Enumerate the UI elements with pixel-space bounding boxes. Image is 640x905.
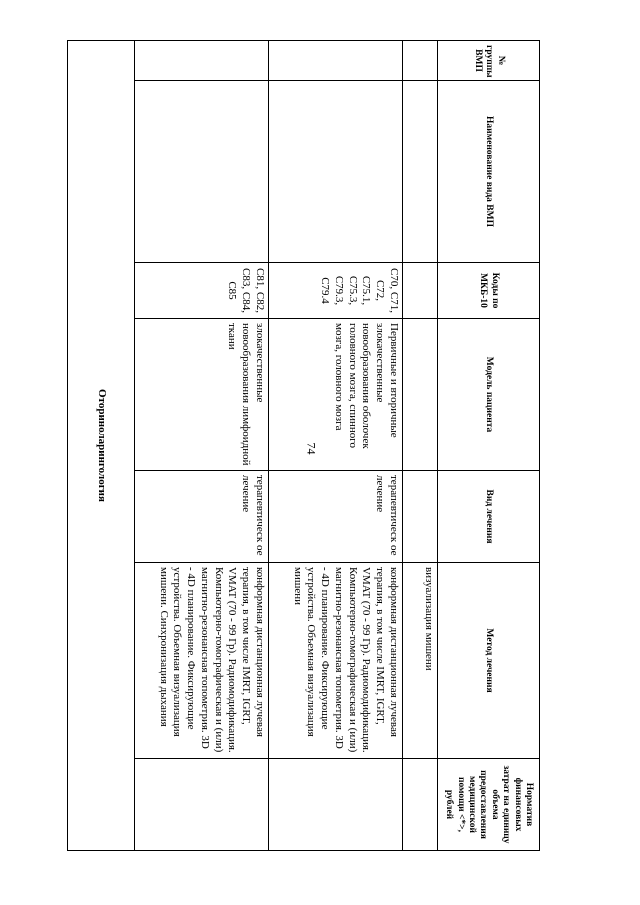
cell-type — [403, 471, 438, 563]
cell-model: Первичные и вторичные злокачественные новообразования оболочек головного мозга, спинного мозга, головного мозга — [269, 319, 403, 471]
header-codes: Коды по МКБ-10 — [438, 263, 540, 319]
rotated-table-container — [68, 40, 540, 850]
cell-group — [135, 41, 269, 81]
cell-method: конформная дистанционная лучевая терапия, в том числе IMRT, IGRT, VMAT (70 - 99 Гр). Радиомодификация. Компьютерно-томографическая и (или) магнитно-резонансная топометрия. 3D - 4D планирование. Фиксирующие устройства. Объемная визуализация мишени — [269, 563, 403, 759]
vmp-table — [67, 40, 540, 851]
header-norm: Норматив финансовых затрат на единицу объема предоставления медицинской помощи <*>, рублей — [438, 759, 540, 851]
table-row — [269, 41, 403, 851]
cell-name — [269, 81, 403, 263]
cell-codes: C70, C71, C72, C75.1, C75.3, C79.3, C79.4 — [269, 263, 403, 319]
header-treatment-type: Вид лечения — [438, 471, 540, 563]
cell-model — [403, 319, 438, 471]
cell-codes — [403, 263, 438, 319]
section-title: Оториноларингология — [68, 41, 135, 851]
cell-codes: C81, C82, C83, C84, C85 — [135, 263, 269, 319]
header-method: Метод лечения — [438, 563, 540, 759]
table-row — [135, 41, 269, 851]
header-group-no: № группы ВМП — [438, 41, 540, 81]
cell-type: терапевтическ ое лечение — [135, 471, 269, 563]
header-patient-model: Модель пациента — [438, 319, 540, 471]
cell-norm — [135, 759, 269, 851]
cell-norm — [269, 759, 403, 851]
section-row — [68, 41, 135, 851]
cell-model: злокачественные новообразования лимфоидной ткани — [135, 319, 269, 471]
table-row — [403, 41, 438, 851]
page-number: 74 — [304, 442, 319, 455]
cell-name — [135, 81, 269, 263]
table-header-row — [438, 41, 540, 851]
cell-group — [269, 41, 403, 81]
cell-method: конформная дистанционная лучевая терапия, в том числе IMRT, IGRT, VMAT (70 - 99 Гр). Радиомодификация. Компьютерно-томографическая и (или) магнитно-резонансная топометрия. 3D - 4D планирование. Фиксирующие устройства. Объемная визуализация мишени. Синхронизация дыхания — [135, 563, 269, 759]
header-name: Наименование вида ВМП — [438, 81, 540, 263]
cell-group — [403, 41, 438, 81]
cell-type: терапевтическ ое лечение — [269, 471, 403, 563]
cell-method: визуализация мишени — [403, 563, 438, 759]
cell-name — [403, 81, 438, 263]
cell-norm — [403, 759, 438, 851]
